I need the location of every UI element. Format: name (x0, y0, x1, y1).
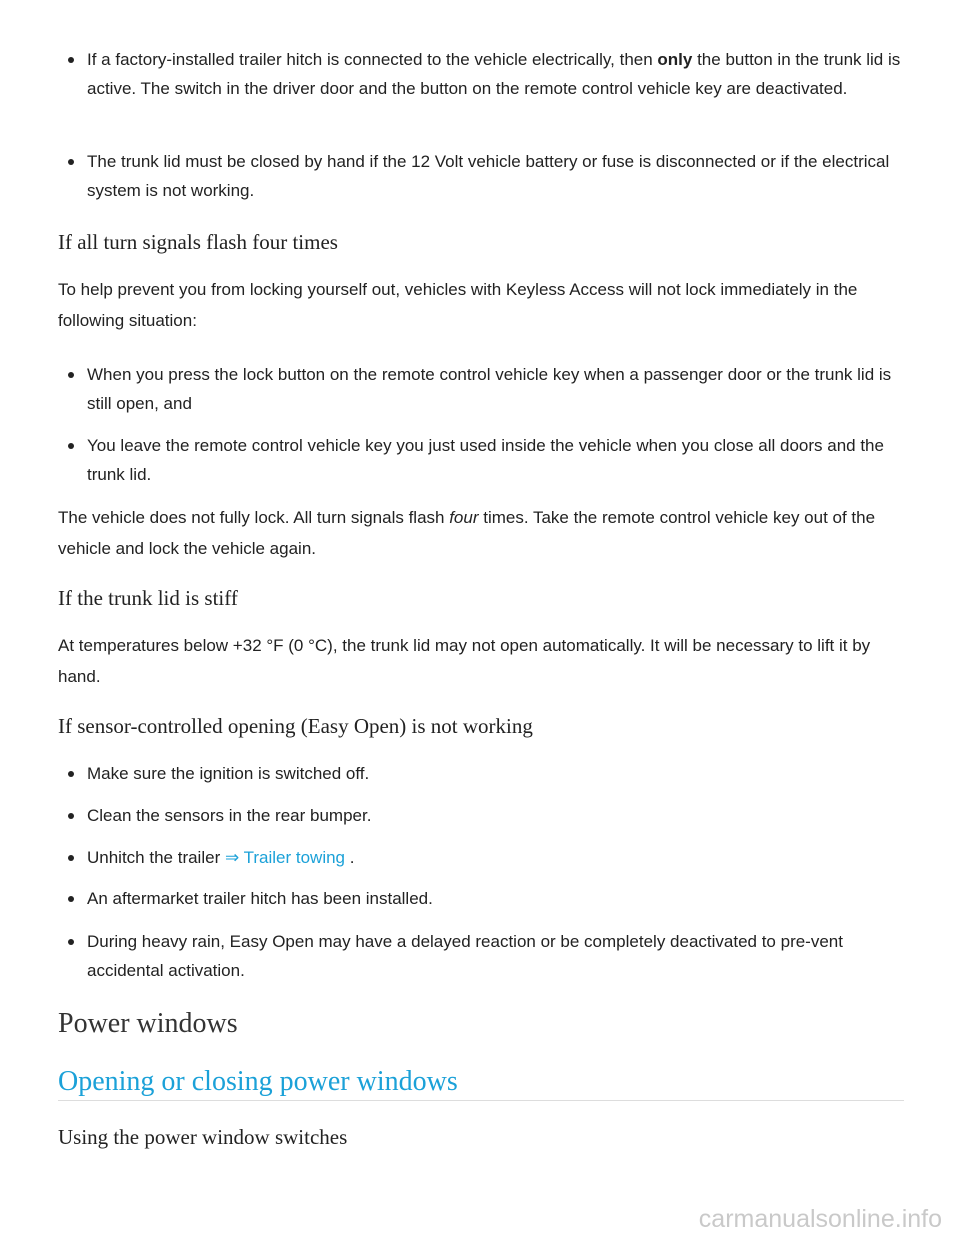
heading-easy-open: If sensor-controlled opening (Easy Open) is not working (58, 714, 533, 738)
subheading-window-switches: Using the power window switches (58, 1125, 348, 1149)
chapter-title: Power windows (58, 1008, 238, 1039)
heading-trunk-stiff: If the trunk lid is stiff (58, 586, 238, 610)
list-item: When you press the lock button on the remote control vehicle key when a passenger door or the trunk lid is still open, and (87, 360, 907, 418)
paragraph-flash-note: The vehicle does not fully lock. All turn signals flash four times. Take the remote control vehicle key out of the vehicle and lock the vehicle again. (58, 508, 876, 558)
emphasis-four: four (449, 508, 479, 527)
list-item: During heavy rain, Easy Open may have a delayed reaction or be completely deactivated to pre-vent accidental activation. (87, 927, 907, 985)
list-item: An aftermarket trailer hitch has been installed. (87, 884, 907, 913)
section-title: Opening or closing power windows (58, 1066, 458, 1097)
trailer-towing-link[interactable]: ⇒ Trailer towing (224, 848, 346, 867)
section-divider (58, 1100, 904, 1101)
list-item: You leave the remote control vehicle key you just used inside the vehicle when you close all doors and the trunk lid. (87, 431, 907, 489)
emphasis-only: only (657, 50, 693, 69)
watermark: carmanualsonline.info (698, 1205, 942, 1233)
list-item: The trunk lid must be closed by hand if the 12 Volt vehicle battery or fuse is disconnected or if the electrical system is not working. (87, 147, 907, 205)
list-item: Make sure the ignition is switched off. (87, 759, 907, 788)
paragraph-trunk-stiff: At temperatures below +32 °F (0 °C), the trunk lid may not open automatically. It will be necessary to lift it by hand. (58, 636, 871, 686)
list-item: If a factory-installed trailer hitch is connected to the vehicle electrically, then only the button in the trunk lid is active. The switch in the driver door and the button on the remote control vehicle key are deactivated. (87, 45, 907, 103)
list-item: Unhitch the trailer ⇒ Trailer towing . (87, 843, 907, 872)
paragraph-flash-intro: To help prevent you from locking yourself out, vehicles with Keyless Access will not lock immediately in the following situation: (58, 280, 858, 330)
list-item: Clean the sensors in the rear bumper. (87, 801, 907, 830)
heading-turn-signals-flash: If all turn signals flash four times (58, 230, 338, 254)
